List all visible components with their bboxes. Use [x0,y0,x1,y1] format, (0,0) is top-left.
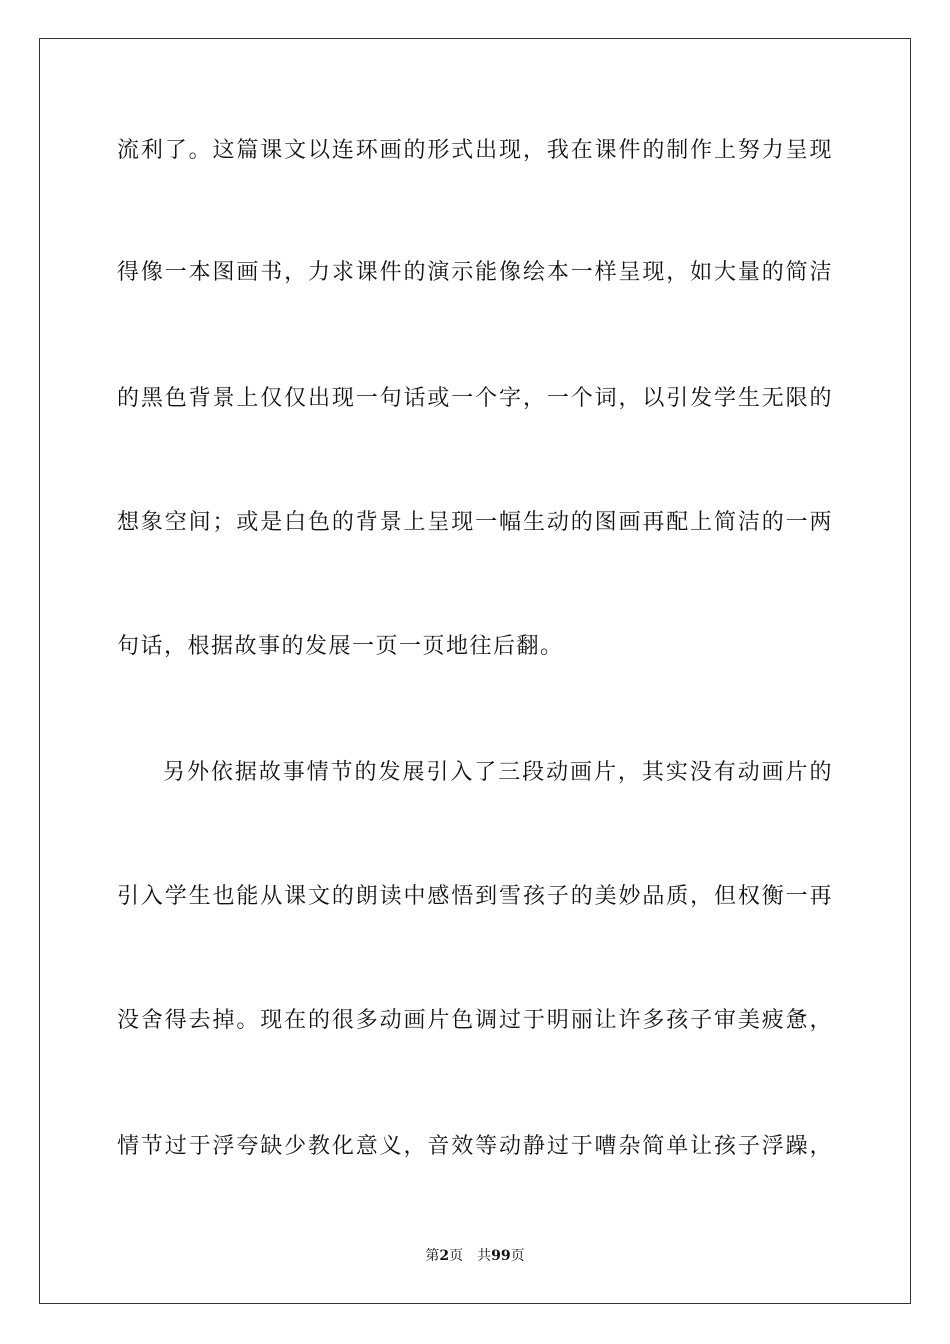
total-pages: 99 [491,1248,511,1264]
page-border [39,38,911,1304]
text-line: 引入学生也能从课文的朗读中感悟到雪孩子的美妙品质，但权衡一再 [117,884,833,909]
text-line: 流利了。这篇课文以连环画的形式出现，我在课件的制作上努力呈现 [117,138,833,163]
total-prefix: 共 [477,1248,492,1264]
total-suffix: 页 [510,1248,525,1264]
text-line: 想象空间；或是白色的背景上呈现一幅生动的图画再配上简洁的一两 [117,510,833,535]
text-line: 句话，根据故事的发展一页一页地往后翻。 [117,634,564,659]
text-line: 没舍得去掉。现在的很多动画片色调过于明丽让许多孩子审美疲惫， [117,1008,833,1033]
text-line: 的黑色背景上仅仅出现一句话或一个字，一个词，以引发学生无限的 [117,386,833,411]
page-prefix: 第 [425,1248,440,1264]
page-footer [0,1246,950,1266]
page-number: 2 [439,1248,450,1264]
paragraph-first-line: 另外依据故事情节的发展引入了三段动画片，其实没有动画片的 [163,760,833,785]
text-line: 情节过于浮夸缺少教化意义，音效等动静过于嘈杂简单让孩子浮躁， [117,1134,833,1159]
page-suffix: 页 [449,1248,464,1264]
text-line: 得像一本图画书，力求课件的演示能像绘本一样呈现，如大量的简洁 [117,260,833,285]
